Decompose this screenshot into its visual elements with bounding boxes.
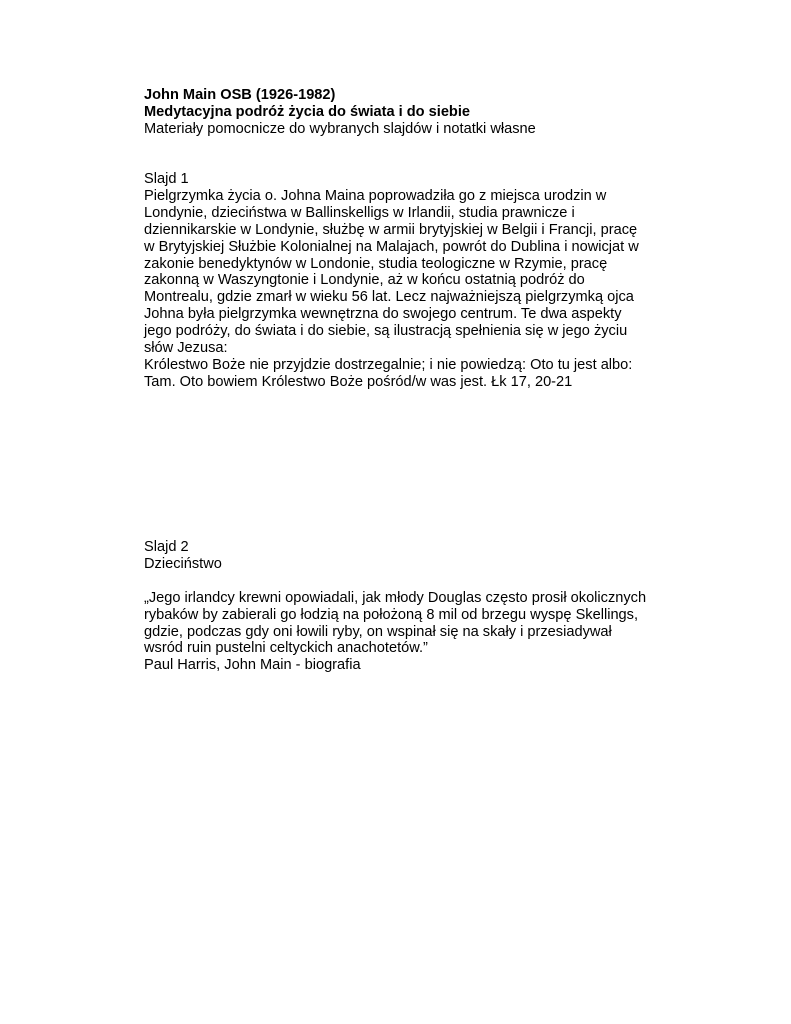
slide1-bible-quote-line: Tam. Oto bowiem Królestwo Boże pośród/w was jest. Łk 17, 20-21 <box>144 373 573 390</box>
slide1-text-line: dziennikarskie w Londynie, służbę w armii brytyjskiej w Belgii i Francji, pracę <box>144 221 638 238</box>
slide2-quote-line: gdzie, podczas gdy oni łowili ryby, on wspinał się na skały i przesiadywał <box>144 623 612 640</box>
slide2-attribution: Paul Harris, John Main - biografia <box>144 657 361 674</box>
slide2-quote-line: „Jego irlandcy krewni opowiadali, jak młody Douglas często prosił okolicznych <box>144 589 647 606</box>
slide1-text-line: słów Jezusa: <box>144 340 228 357</box>
slide2-quote-line: wsród ruin pustelni celtyckich anachotetów.” <box>144 640 428 657</box>
slide1-text-line: w Brytyjskiej Służbie Kolonialnej na Malajach, powrót do Dublina i nowicjat w <box>144 238 639 255</box>
slide1-text-line: Johna była pielgrzymka wewnętrzna do swojego centrum. Te dwa aspekty <box>144 306 622 323</box>
slide1-text-line: Londynie, dzieciństwa w Ballinskelligs w Irlandii, studia prawnicze i <box>144 204 575 221</box>
blank-line <box>144 573 664 590</box>
slide1-bible-quote-line: Królestwo Boże nie przyjdzie dostrzegalnie; i nie powiedzą: Oto tu jest albo: <box>144 356 633 373</box>
slide1-text-line: jego podróży, do świata i do siebie, są ilustracją spełnienia się w jego życiu <box>144 323 628 340</box>
slide2-subheading: Dzieciństwo <box>144 555 222 572</box>
slide2-quote-line: rybaków by zabierali go łodzią na położoną 8 mil od brzegu wyspę Skellings, <box>144 606 639 623</box>
slide1-text-line: Pielgrzymka życia o. Johna Maina poprowadziła go z miejsca urodzin w <box>144 187 607 204</box>
slide2-heading: Slajd 2 <box>144 539 189 555</box>
slide2-section <box>144 539 664 674</box>
slide1-text-line: Montrealu, gdzie zmarł w wieku 56 lat. Lecz najważniejszą pielgrzymką ojca <box>144 289 634 306</box>
document-description: Materiały pomocnicze do wybranych slajdów i notatki własne <box>144 120 536 137</box>
document-subtitle: Medytacyjna podróż życia do świata i do siebie <box>144 103 471 120</box>
slide1-heading: Slajd 1 <box>144 171 189 187</box>
slide1-text-line: zakonną w Waszyngtonie i Londynie, aż w końcu ostatnią podróż do <box>144 272 585 289</box>
slide1-section <box>144 171 664 391</box>
document-header <box>144 87 664 138</box>
document-title: John Main OSB (1926-1982) <box>144 87 336 103</box>
slide1-text-line: zakonie benedyktynów w Londonie, studia teologiczne w Rzymie, pracę <box>144 255 608 272</box>
